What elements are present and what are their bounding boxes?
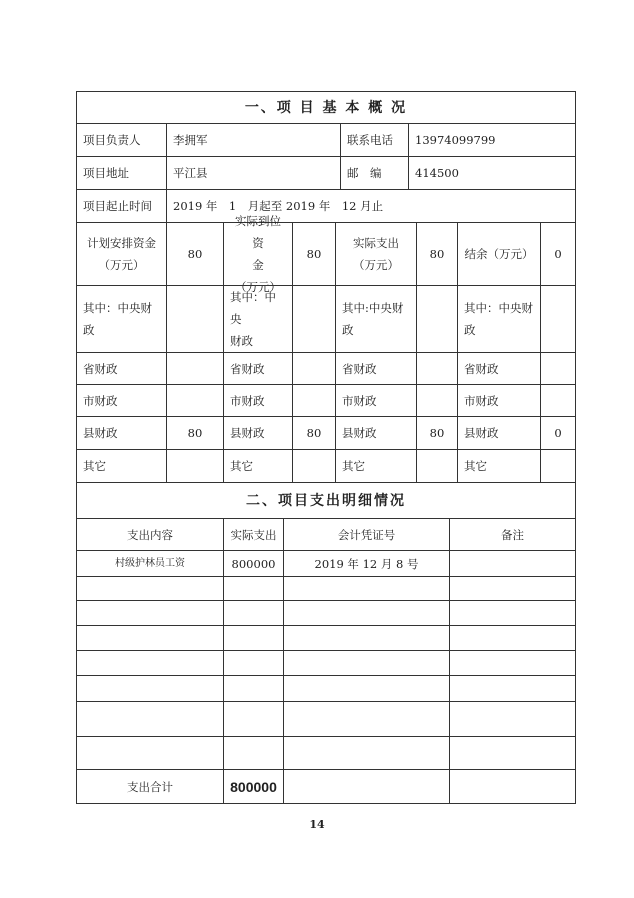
period-value: 2019 年 1 月起至 2019 年 12 月止 bbox=[166, 189, 576, 223]
breakdown-label: 其中：中央财政 bbox=[76, 285, 167, 353]
breakdown-value bbox=[540, 449, 576, 483]
period-label: 项目起止时间 bbox=[76, 189, 167, 223]
funds-spent-label: 实际支出 （万元） bbox=[335, 222, 417, 286]
breakdown-label: 县财政 bbox=[76, 416, 167, 450]
expense-cell bbox=[223, 701, 284, 737]
breakdown-label: 县财政 bbox=[335, 416, 417, 450]
total-value: 800000 bbox=[223, 769, 284, 804]
breakdown-label: 省财政 bbox=[76, 352, 167, 385]
breakdown-label: 省财政 bbox=[457, 352, 541, 385]
breakdown-value bbox=[292, 384, 336, 417]
expense-cell bbox=[283, 701, 450, 737]
breakdown-value bbox=[416, 285, 458, 353]
breakdown-value bbox=[540, 352, 576, 385]
breakdown-label: 市财政 bbox=[223, 384, 293, 417]
breakdown-label: 市财政 bbox=[76, 384, 167, 417]
expense-column-header: 备注 bbox=[449, 518, 576, 551]
breakdown-label: 市财政 bbox=[457, 384, 541, 417]
breakdown-label: 其它 bbox=[223, 449, 293, 483]
breakdown-label: 市财政 bbox=[335, 384, 417, 417]
breakdown-value bbox=[540, 384, 576, 417]
breakdown-value bbox=[292, 285, 336, 353]
expense-cell bbox=[76, 576, 224, 601]
funds-spent: 80 bbox=[416, 222, 458, 286]
breakdown-label: 其中:中央财政 bbox=[335, 285, 417, 353]
total-label: 支出合计 bbox=[76, 769, 224, 804]
expense-cell bbox=[76, 625, 224, 651]
expense-cell bbox=[76, 650, 224, 676]
expense-cell bbox=[223, 576, 284, 601]
page-number: 14 bbox=[309, 818, 325, 831]
expense-column-header: 支出内容 bbox=[76, 518, 224, 551]
breakdown-value bbox=[166, 285, 224, 353]
funds-received-label: 实际到位资 金 （万元） bbox=[223, 222, 293, 286]
expense-cell bbox=[76, 701, 224, 737]
phone-value: 13974099799 bbox=[408, 123, 576, 157]
breakdown-label: 省财政 bbox=[223, 352, 293, 385]
breakdown-value bbox=[292, 449, 336, 483]
address-label: 项目地址 bbox=[76, 156, 167, 190]
expense-cell bbox=[449, 701, 576, 737]
expense-cell bbox=[449, 600, 576, 626]
breakdown-label: 其它 bbox=[76, 449, 167, 483]
expense-column-header: 会计凭证号 bbox=[283, 518, 450, 551]
expense-cell bbox=[223, 650, 284, 676]
expense-cell bbox=[449, 625, 576, 651]
section1-title: 一、项 目 基 本 概 况 bbox=[76, 91, 576, 124]
expense-cell bbox=[449, 736, 576, 770]
breakdown-value bbox=[416, 384, 458, 417]
breakdown-value bbox=[540, 285, 576, 353]
expense-cell bbox=[449, 675, 576, 702]
expense-cell bbox=[76, 675, 224, 702]
total-empty bbox=[449, 769, 576, 804]
expense-cell bbox=[223, 736, 284, 770]
postcode-value: 414500 bbox=[408, 156, 576, 190]
expense-cell bbox=[223, 600, 284, 626]
expense-column-header: 实际支出 bbox=[223, 518, 284, 551]
expense-cell bbox=[283, 675, 450, 702]
funds-received: 80 bbox=[292, 222, 336, 286]
expense-cell bbox=[76, 600, 224, 626]
breakdown-label: 县财政 bbox=[457, 416, 541, 450]
leader-value: 李拥军 bbox=[166, 123, 341, 157]
expense-cell bbox=[449, 576, 576, 601]
expense-cell bbox=[223, 625, 284, 651]
breakdown-value: 80 bbox=[416, 416, 458, 450]
breakdown-label: 其它 bbox=[457, 449, 541, 483]
total-empty bbox=[283, 769, 450, 804]
funds-planned: 80 bbox=[166, 222, 224, 286]
expense-cell bbox=[283, 736, 450, 770]
expense-cell: 800000 bbox=[223, 550, 284, 577]
breakdown-value bbox=[416, 449, 458, 483]
breakdown-value bbox=[416, 352, 458, 385]
breakdown-value bbox=[166, 384, 224, 417]
breakdown-value bbox=[166, 449, 224, 483]
breakdown-label: 其它 bbox=[335, 449, 417, 483]
breakdown-label: 省财政 bbox=[335, 352, 417, 385]
expense-cell: 村级护林员工资 bbox=[76, 550, 224, 577]
breakdown-label: 其中：中央 财政 bbox=[223, 285, 293, 353]
phone-label: 联系电话 bbox=[340, 123, 409, 157]
expense-cell bbox=[283, 576, 450, 601]
breakdown-value bbox=[292, 352, 336, 385]
expense-cell bbox=[283, 600, 450, 626]
breakdown-value: 0 bbox=[540, 416, 576, 450]
expense-cell bbox=[449, 550, 576, 577]
section2-title: 二、项目支出明细情况 bbox=[76, 482, 576, 519]
address-value: 平江县 bbox=[166, 156, 341, 190]
funds-planned-label: 计划安排资金 （万元） bbox=[76, 222, 167, 286]
breakdown-value bbox=[166, 352, 224, 385]
expense-cell bbox=[283, 625, 450, 651]
funds-balance-label: 结余（万元） bbox=[457, 222, 541, 286]
postcode-label: 邮 编 bbox=[340, 156, 409, 190]
expense-cell bbox=[223, 675, 284, 702]
breakdown-value: 80 bbox=[166, 416, 224, 450]
leader-label: 项目负责人 bbox=[76, 123, 167, 157]
breakdown-value: 80 bbox=[292, 416, 336, 450]
breakdown-label: 县财政 bbox=[223, 416, 293, 450]
breakdown-label: 其中：中央财政 bbox=[457, 285, 541, 353]
expense-cell bbox=[76, 736, 224, 770]
funds-balance: 0 bbox=[540, 222, 576, 286]
expense-cell: 2019 年 12 月 8 号 bbox=[283, 550, 450, 577]
expense-cell bbox=[449, 650, 576, 676]
expense-cell bbox=[283, 650, 450, 676]
